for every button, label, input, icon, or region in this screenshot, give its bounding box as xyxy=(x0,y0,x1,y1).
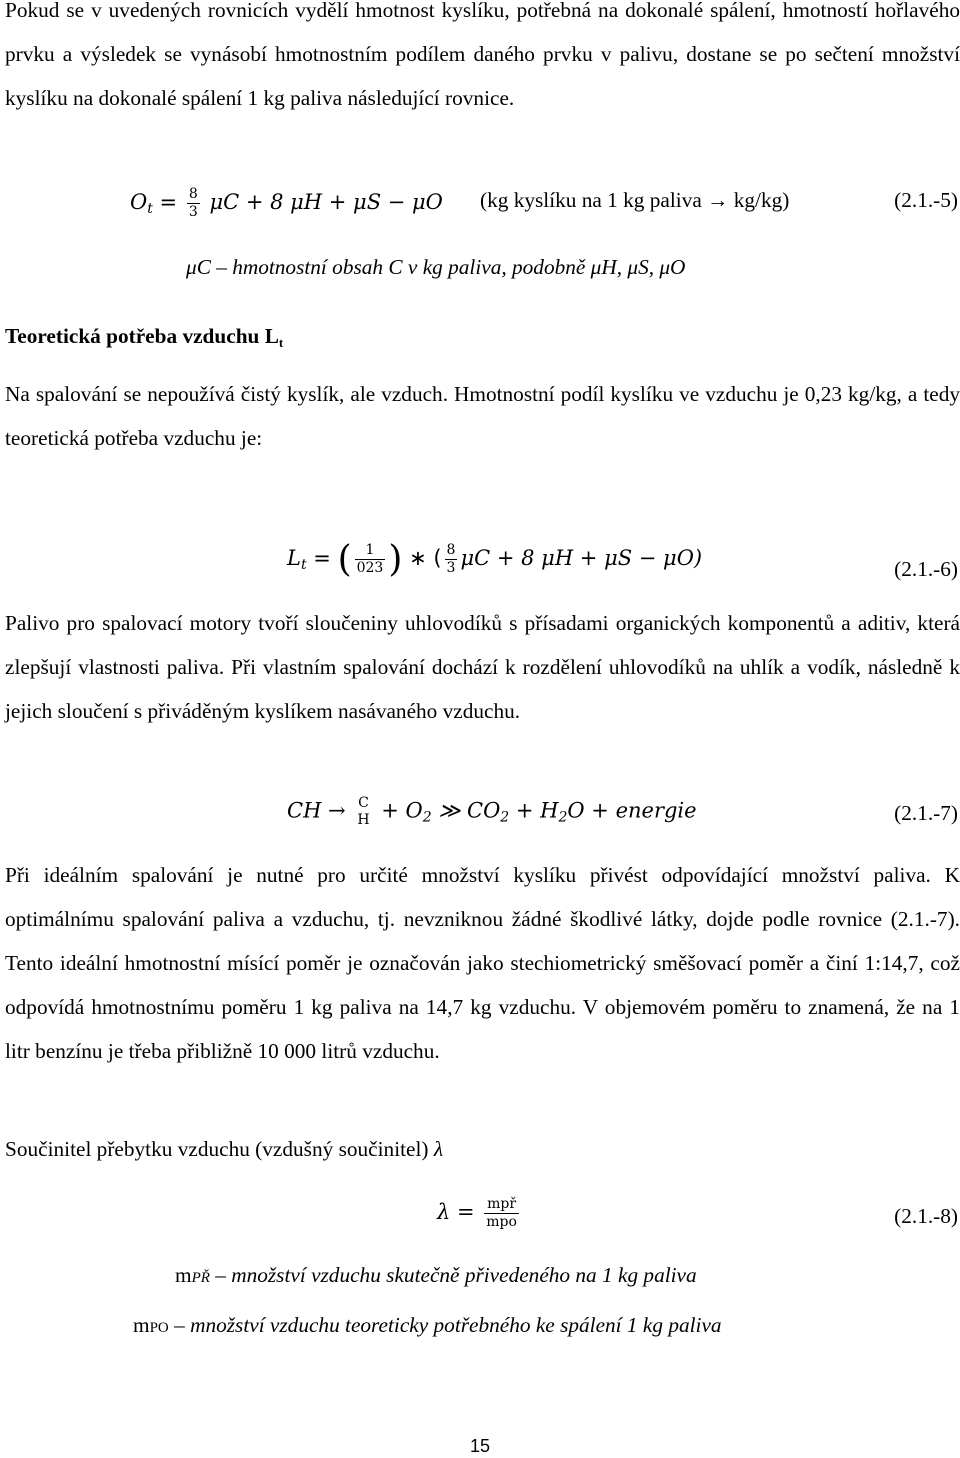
equation-2-1-7 xyxy=(0,795,960,835)
eq1-note: μC – hmotnostní obsah C v kg paliva, podobně μH, μS, μO xyxy=(186,255,686,279)
lambda-symbol: λ xyxy=(433,1137,444,1161)
eq4-fraction: $\frac{\text{mpř}}{\text{mpo}}$ xyxy=(486,1196,517,1230)
definition-mpr: mPŘ – množství vzduchu skutečně přivedeného na 1 kg paliva xyxy=(175,1263,697,1287)
section-heading-air-demand xyxy=(5,324,283,351)
paragraph-4: Při ideálním spalování je nutné pro určité množství kyslíku přivést odpovídající množství paliva. K optimálnímu spalování paliva a vzduchu, tj. nevzniknou žádné škodlivé látky, dojde podle rovnice (2.1.-7). Tento ideální hmotnostní mísící poměr je označován jako stechiometrický směšovací poměr a činí 1:14,7, což odpovídá hmotnostnímu poměru 1 kg paliva na 14,7 kg vzduchu. V objemovém poměru to znamená, že na 1 litr benzínu je třeba přibližně 10 000 litrů vzduchu. xyxy=(5,863,960,1063)
equation-2-1-5 xyxy=(0,186,960,226)
paragraph-2: Na spalování se nepoužívá čistý kyslík, ale vzduch. Hmotnostní podíl kyslíku ve vzduchu je 0,23 kg/kg, a tedy teoretická potřeba vzduchu je: xyxy=(5,382,960,450)
page-number: 15 xyxy=(469,1436,491,1456)
equation-2-1-7-body: CH → C H + $O_2$ ≫ $CO_2 + H_2O$ + energie xyxy=(287,795,697,828)
eq2-terms: μC + 8 μH + μS − μO) xyxy=(460,546,703,570)
equation-2-1-8 xyxy=(0,1196,960,1236)
definition-mpo: mPO – množství vzduchu teoreticky potřebného ke spálení 1 kg paliva xyxy=(133,1313,722,1337)
heading1-sub: t xyxy=(278,335,284,350)
eq4-number: (2.1.-8) xyxy=(894,1204,958,1228)
equation-2-1-8-body: λ = $\frac{\text{mpř}}{\text{mpo}}$ xyxy=(437,1196,517,1230)
heading1-text: Teoretická potřeba vzduchu L xyxy=(5,324,279,348)
equation-2-1-6 xyxy=(0,535,960,581)
eq3-number: (2.1.-7) xyxy=(894,801,958,825)
paragraph-1: Pokud se v uvedených rovnicích vydělí hmotnost kyslíku, potřebná na dokonalé spálení, hmotností hořlavého prvku a výsledek se vynásobí hmotnostním podílem daného prvku v palivu, dostane se po sečtení množství kyslíku na dokonalé spálení 1 kg paliva následující rovnice. xyxy=(5,0,960,110)
equation-2-1-6-body: $L_t$ = ( $\frac{1}{023}$ ) ∗ ( $\frac{8}{3}$ μC + 8 μH + μS − μO) xyxy=(287,539,703,580)
eq1-number: (2.1.-5) xyxy=(894,188,958,212)
eq1-lhs-sub: t xyxy=(147,201,153,217)
eq2-fraction-1: $\frac{1}{023}$ xyxy=(356,542,384,576)
paragraph-3: Palivo pro spalovací motory tvoří sloučeniny uhlovodíků s přísadami organických komponentů a aditiv, která zlepšují vlastnosti paliva. Při vlastním spalování dochází k rozdělení uhlovodíků na uhlík a vodík, následně k jejich sloučení s přiváděným kyslíkem nasávaného vzduchu. xyxy=(5,611,960,723)
eq3-fraction: C H xyxy=(357,795,370,828)
eq1-fraction: $\frac{8}{3}$ xyxy=(188,186,198,220)
eq2-number: (2.1.-6) xyxy=(894,557,958,581)
equation-2-1-5-body: $O_t$ = $\frac{8}{3}$ μC + 8 μH + μS − μO xyxy=(130,186,443,220)
eq2-fraction-2: $\frac{8}{3}$ xyxy=(446,542,456,576)
eq1-unit-note: (kg kyslíku na 1 kg paliva → kg/kg) xyxy=(480,188,790,212)
eq1-lhs: O xyxy=(130,190,148,214)
eq1-terms: μC + 8 μH + μS − μO xyxy=(209,190,443,214)
lambda-heading: Součinitel přebytku vzduchu (vzdušný součinitel) λ xyxy=(5,1137,444,1161)
eq2-lhs: L xyxy=(287,546,301,570)
eq2-lhs-sub: t xyxy=(300,557,307,573)
